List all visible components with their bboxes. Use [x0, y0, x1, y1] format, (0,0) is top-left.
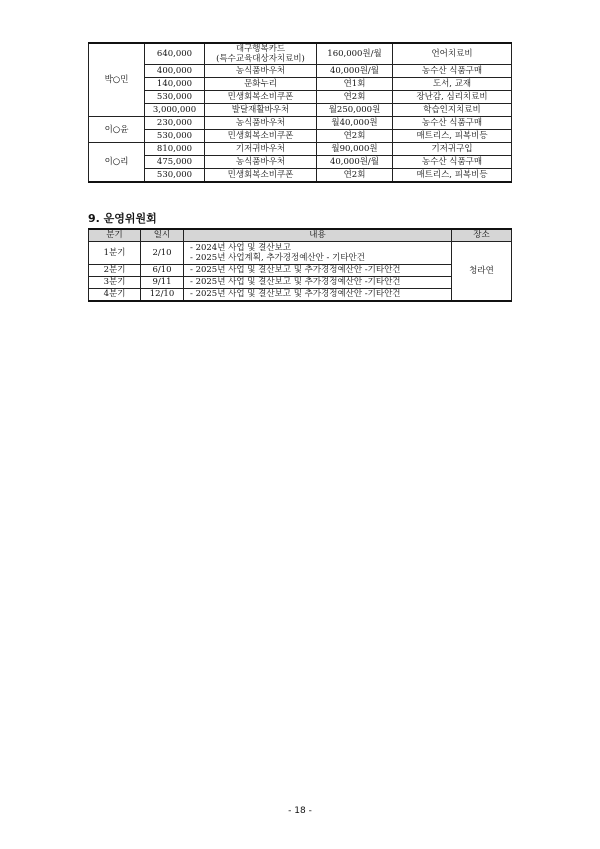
voucher-item-cell: 문화누리 [205, 78, 317, 91]
voucher-item-cell: 발달재활바우처 [205, 104, 317, 117]
table-row [89, 130, 512, 143]
table-row [89, 265, 512, 277]
amount-cell: 530,000 [145, 91, 205, 104]
amount-cell: 230,000 [145, 117, 205, 130]
table-row [89, 78, 512, 91]
table-row [89, 117, 512, 130]
table-row [89, 289, 512, 302]
page-number: - 18 - [288, 806, 312, 816]
recipient-name: 박○민 [89, 43, 145, 117]
content-cell [184, 242, 452, 265]
amount-cell: 475,000 [145, 156, 205, 169]
amount-cell: 530,000 [145, 130, 205, 143]
usage-cell: 장난감, 심리치료비 [393, 91, 512, 104]
date-cell: 12/10 [141, 289, 184, 302]
date-cell: 6/10 [141, 265, 184, 277]
recipient-name: 이○리 [89, 143, 145, 183]
table-row [89, 277, 512, 289]
date-cell: 2/10 [141, 242, 184, 265]
usage-cell: 매트리스, 피복비등 [393, 169, 512, 183]
amount-cell: 810,000 [145, 143, 205, 156]
usage-cell: 도서, 교재 [393, 78, 512, 91]
unit-cell: 월250,000원 [317, 104, 393, 117]
place-cell: 청라연 [452, 242, 512, 302]
voucher-item-cell: 농식품바우처 [205, 117, 317, 130]
amount-cell: 400,000 [145, 65, 205, 78]
committee-table [88, 228, 512, 302]
content-cell: - 2025년 사업 및 결산보고 및 추가경정예산안 -기타안건 [184, 277, 452, 289]
usage-cell: 농수산 식품구매 [393, 65, 512, 78]
unit-cell: 연2회 [317, 91, 393, 104]
voucher-item-cell: 대구행복카드 (특수교육대상자치료비) [205, 43, 317, 65]
quarter-cell: 2분기 [89, 265, 141, 277]
amount-cell: 640,000 [145, 43, 205, 65]
table-row [89, 242, 512, 265]
unit-cell: 40,000원/월 [317, 156, 393, 169]
date-cell: 9/11 [141, 277, 184, 289]
quarter-cell: 4분기 [89, 289, 141, 302]
content-line: - 2025년 사업계획, 추가경정예산안 - 기타안건 [190, 253, 365, 263]
section-title: 9. 운영위원회 [88, 212, 157, 225]
unit-cell: 연2회 [317, 130, 393, 143]
table-row [89, 43, 512, 65]
table-header-row [89, 229, 512, 242]
usage-cell: 기저귀구입 [393, 143, 512, 156]
unit-cell: 월40,000원 [317, 117, 393, 130]
table-row [89, 65, 512, 78]
table-row [89, 156, 512, 169]
voucher-item-cell: 민생회복소비쿠폰 [205, 169, 317, 183]
content-cell: - 2025년 사업 및 결산보고 및 추가경정예산안 -기타안건 [184, 289, 452, 302]
content-line: - 2024년 사업 및 결산보고 [190, 242, 292, 253]
usage-cell: 농수산 식품구매 [393, 156, 512, 169]
usage-cell: 언어치료비 [393, 43, 512, 65]
unit-cell: 40,000원/월 [317, 65, 393, 78]
amount-cell: 3,000,000 [145, 104, 205, 117]
amount-cell: 530,000 [145, 169, 205, 183]
voucher-support-table [88, 42, 512, 183]
header-content: 내용 [184, 229, 452, 242]
content-cell: - 2025년 사업 및 결산보고 및 추가경정예산안 -기타안건 [184, 265, 452, 277]
unit-cell: 160,000원/월 [317, 43, 393, 65]
table-row [89, 143, 512, 156]
quarter-cell: 3분기 [89, 277, 141, 289]
quarter-cell: 1분기 [89, 242, 141, 265]
table-row [89, 104, 512, 117]
voucher-item-cell: 민생회복소비쿠폰 [205, 130, 317, 143]
voucher-item-cell: 민생회복소비쿠폰 [205, 91, 317, 104]
header-place: 장소 [452, 229, 512, 242]
unit-cell: 연1회 [317, 78, 393, 91]
usage-cell: 매트리스, 피복비등 [393, 130, 512, 143]
recipient-name: 이○윤 [89, 117, 145, 143]
table-row [89, 169, 512, 183]
amount-cell: 140,000 [145, 78, 205, 91]
table-row [89, 91, 512, 104]
header-date: 일시 [141, 229, 184, 242]
voucher-item-cell: 농식품바우처 [205, 156, 317, 169]
usage-cell: 학습인지치료비 [393, 104, 512, 117]
unit-cell: 월90,000원 [317, 143, 393, 156]
header-quarter: 분기 [89, 229, 141, 242]
voucher-item-cell: 기저귀바우처 [205, 143, 317, 156]
unit-cell: 연2회 [317, 169, 393, 183]
voucher-item-cell: 농식품바우처 [205, 65, 317, 78]
usage-cell: 농수산 식품구매 [393, 117, 512, 130]
